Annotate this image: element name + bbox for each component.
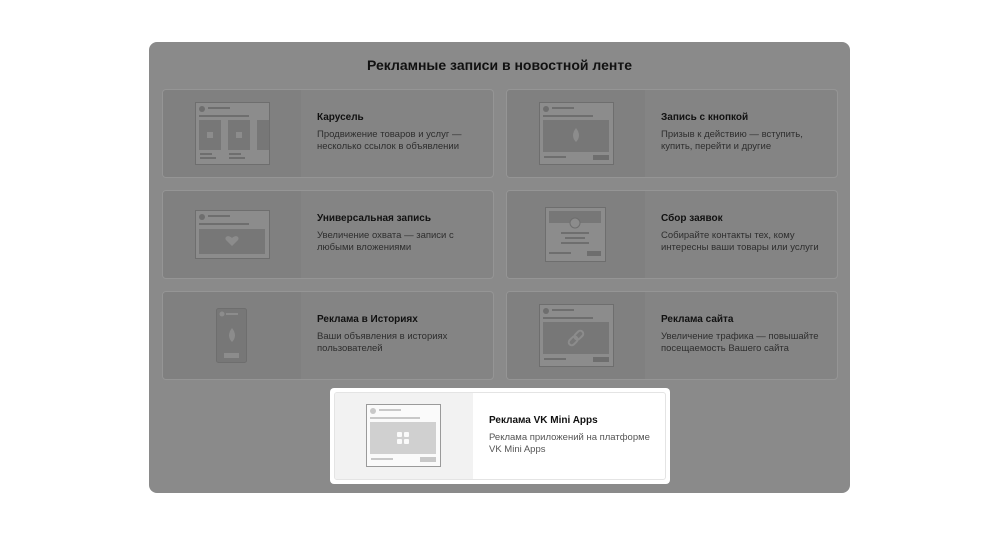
button-post-illustration	[507, 90, 645, 177]
ad-format-panel	[149, 42, 850, 493]
card-description: Увеличение охвата — записи с любыми вложениями	[317, 230, 454, 253]
card-button-post[interactable]	[506, 89, 838, 178]
card-title: Карусель	[317, 112, 364, 123]
card-title: Реклама VK Mini Apps	[489, 415, 598, 426]
card-title: Реклама в Историях	[317, 314, 418, 325]
card-universal-post[interactable]	[162, 190, 494, 279]
card-description: Увеличение трафика — повышайте посещаемость Вашего сайта	[661, 331, 819, 354]
card-description: Реклама приложений на платформе VK Mini Apps	[489, 432, 650, 455]
universal-post-illustration	[163, 191, 301, 278]
mini-apps-illustration	[335, 393, 473, 479]
card-title: Реклама сайта	[661, 314, 734, 325]
carousel-illustration	[163, 90, 301, 177]
lead-form-illustration	[507, 191, 645, 278]
card-title: Универсальная запись	[317, 213, 431, 224]
panel-title: Рекламные записи в новостной ленте	[366, 57, 632, 73]
card-title: Запись с кнопкой	[661, 112, 749, 123]
apps-grid-icon	[366, 404, 442, 468]
card-description: Ваши объявления в историях пользователей	[317, 331, 448, 354]
lead-form-icon	[545, 207, 607, 263]
link-icon	[539, 304, 615, 368]
heart-icon	[195, 210, 271, 260]
card-mini-apps[interactable]	[330, 388, 670, 484]
card-stories[interactable]	[162, 291, 494, 380]
card-description: Продвижение товаров и услуг — несколько ссылок в объявлении	[317, 129, 462, 152]
card-description: Собирайте контакты тех, кому интересны ваши товары или услуги	[661, 230, 819, 253]
carousel-icon	[195, 102, 271, 166]
stories-illustration	[163, 292, 301, 379]
card-description: Призыв к действию — вступить, купить, перейти и другие	[661, 129, 803, 152]
card-website[interactable]	[506, 291, 838, 380]
fire-icon	[539, 102, 615, 166]
website-illustration	[507, 292, 645, 379]
card-lead-form[interactable]	[506, 190, 838, 279]
card-carousel[interactable]	[162, 89, 494, 178]
phone-fire-icon	[216, 308, 248, 364]
card-title: Сбор заявок	[661, 213, 723, 224]
